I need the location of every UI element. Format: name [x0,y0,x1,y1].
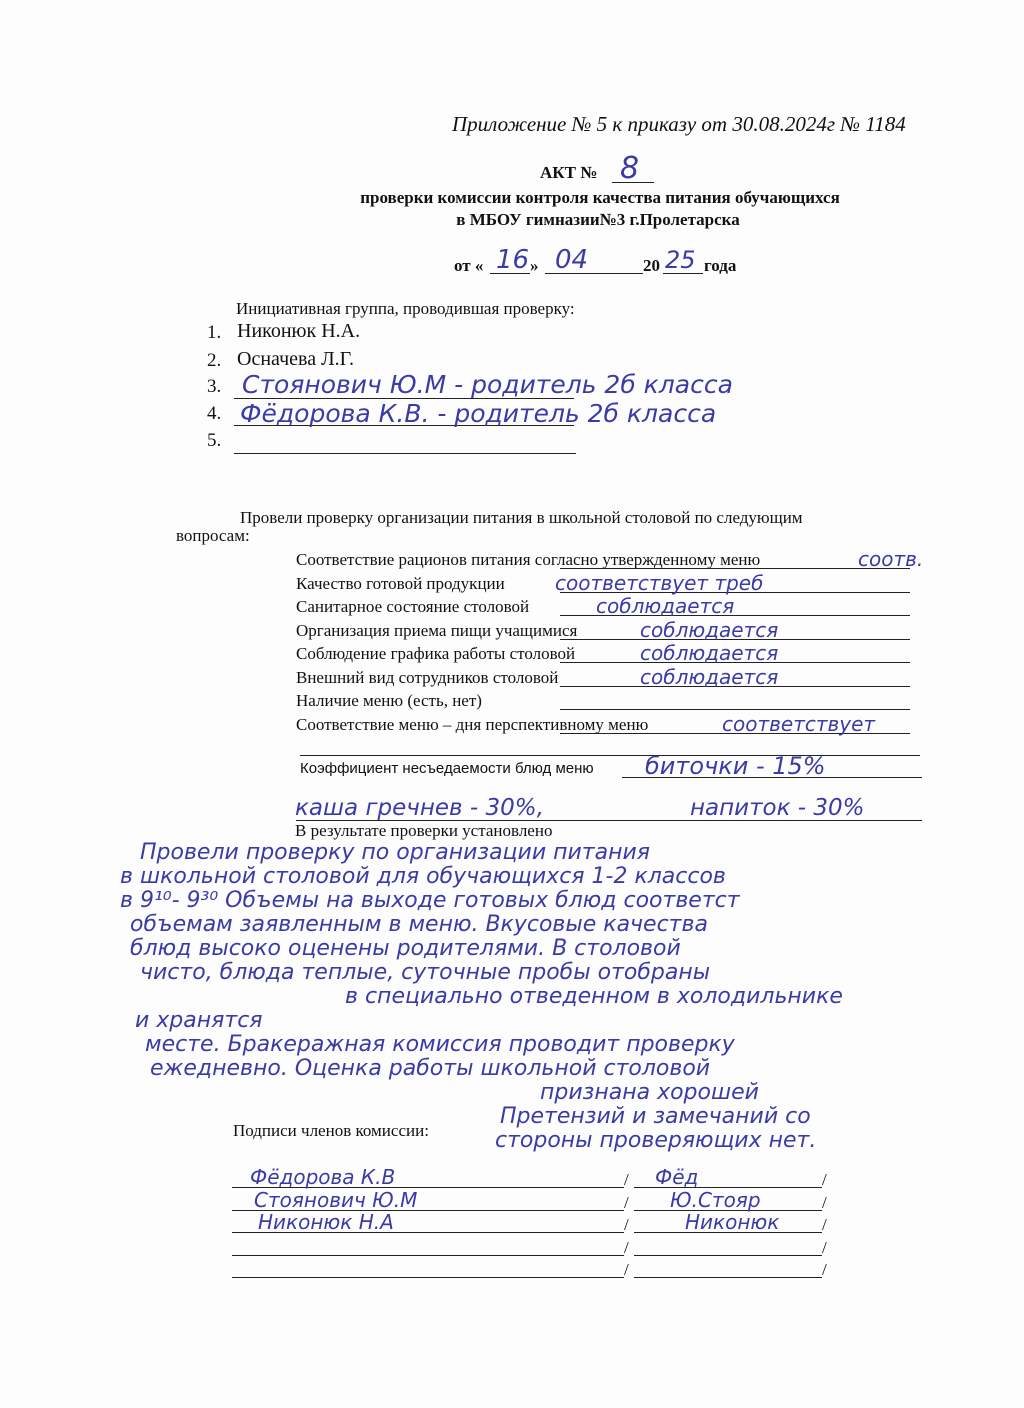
result-text-line: в школьной столовой для обучающихся 1-2 классов [120,864,726,889]
check-item-line [560,709,910,710]
title-line-1: проверки комиссии контроля качества питания обучающихся [360,188,840,207]
check-item-value: соблюдается [640,617,779,642]
signature-line [634,1277,822,1278]
signature-name: Фёдорова К.В [250,1165,396,1189]
result-text-line: чисто, блюда теплые, суточные пробы отобраны [140,960,711,985]
signature-separator: / [624,1237,629,1257]
member-line [234,453,576,454]
check-item-label: Соответствие меню – дня перспективному меню [296,714,649,734]
signature-separator: / [624,1192,629,1212]
check-intro: Провели проверку организации питания в школьной столовой по следующим [240,508,803,527]
signature-mark: Ю.Стояр [670,1187,761,1212]
check-item-label: Санитарное состояние столовой [296,597,530,616]
signature-separator: / [822,1237,827,1257]
check-item-label: Соблюдение графика работы столовой [296,644,576,663]
member-name: Никонюк Н.А. [237,320,361,342]
member-number: 2. [207,350,222,371]
coef-label: Коэффициент несъедаемости блюд меню [300,760,594,777]
signatures-label: Подписи членов комиссии: [233,1121,429,1140]
act-label: АКТ № [540,163,598,182]
signature-name-line [232,1277,624,1278]
date-prefix: от « [454,256,484,275]
year-word: года [704,256,737,275]
coef-value-1: биточки - 15% [645,752,826,780]
act-number: 8 [620,151,640,186]
blank-line [300,755,920,756]
member-number: 1. [207,322,222,343]
check-item-label: Наличие меню (есть, нет) [296,691,482,710]
appendix-note: Приложение № 5 к приказу от 30.08.2024г № 1184 [452,112,906,136]
result-text-line: в 9¹⁰- 9³⁰ Объемы на выходе готовых блюд соответст [120,888,740,913]
date-mid: » [530,256,539,275]
signature-mark: Никонюк [685,1210,780,1234]
member-name: Стоянович Ю.М - родитель 2б класса [242,370,733,399]
coef-value-3: напиток - 30% [690,795,865,821]
signature-name-line [232,1255,624,1256]
signature-separator: / [624,1260,629,1279]
result-text-line: месте. Бракеражная комиссия проводит проверку [145,1032,735,1057]
result-text-line: признана хорошей [540,1080,759,1105]
check-item-label: Внешний вид сотрудников столовой [296,667,559,687]
check-item-value: соотв. [858,547,924,571]
result-text-line: ежедневно. Оценка работы школьной столовой [150,1056,711,1081]
date-year: 25 [665,246,696,274]
result-text-line: Претензий и замечаний со [500,1104,811,1129]
member-name: Осначева Л.Г. [237,348,354,370]
member-number: 5. [207,430,222,451]
signature-name: Никонюк Н.А [258,1210,394,1234]
check-item-value: соблюдается [640,664,779,689]
signature-separator: / [822,1170,827,1189]
signature-line [634,1255,822,1256]
result-text-line: и хранятся [135,1008,263,1033]
check-item-value: соответствует [722,711,876,736]
result-text-line: объемам заявленным в меню. Вкусовые качества [130,912,708,937]
member-number: 4. [207,403,222,424]
date-month: 04 [555,245,589,275]
signature-mark: Фёд [655,1165,699,1189]
signature-separator: / [822,1215,827,1234]
check-item-label: Организация приема пищи учащимися [296,620,578,640]
result-text-line: стороны проверяющих нет. [495,1128,817,1153]
group-label: Инициативная группа, проводившая проверку: [236,299,575,318]
signature-separator: / [624,1170,629,1189]
check-item-value: соблюдается [640,641,779,665]
signature-separator: / [624,1215,629,1234]
check-item-label: Качество готовой продукции [296,573,505,593]
title-line-2: в МБОУ гимназии№3 г.Пролетарска [456,210,740,229]
check-intro-2: вопросам: [176,526,250,545]
result-text-line: Провели проверку по организации питания [140,840,651,865]
check-item-value: соблюдается [596,594,735,618]
check-item-label: Соответствие рационов питания согласно утвержденному меню [296,550,761,569]
coef-value-2: каша гречнев - 30%, [295,795,544,821]
date-day: 16 [496,245,530,275]
result-text-line: блюд высоко оценены родителями. В столовой [130,936,681,961]
member-name: Фёдорова К.В. - родитель 2б класса [240,399,717,428]
signature-separator: / [822,1260,827,1279]
year-prefix: 20 [643,256,660,275]
result-label: В результате проверки установлено [295,821,553,840]
member-number: 3. [207,376,222,397]
signature-separator: / [822,1192,827,1212]
check-item-value: соответствует треб [555,570,764,595]
result-text-line: в специально отведенном в холодильнике [345,984,843,1009]
signature-name: Стоянович Ю.М [254,1187,418,1212]
